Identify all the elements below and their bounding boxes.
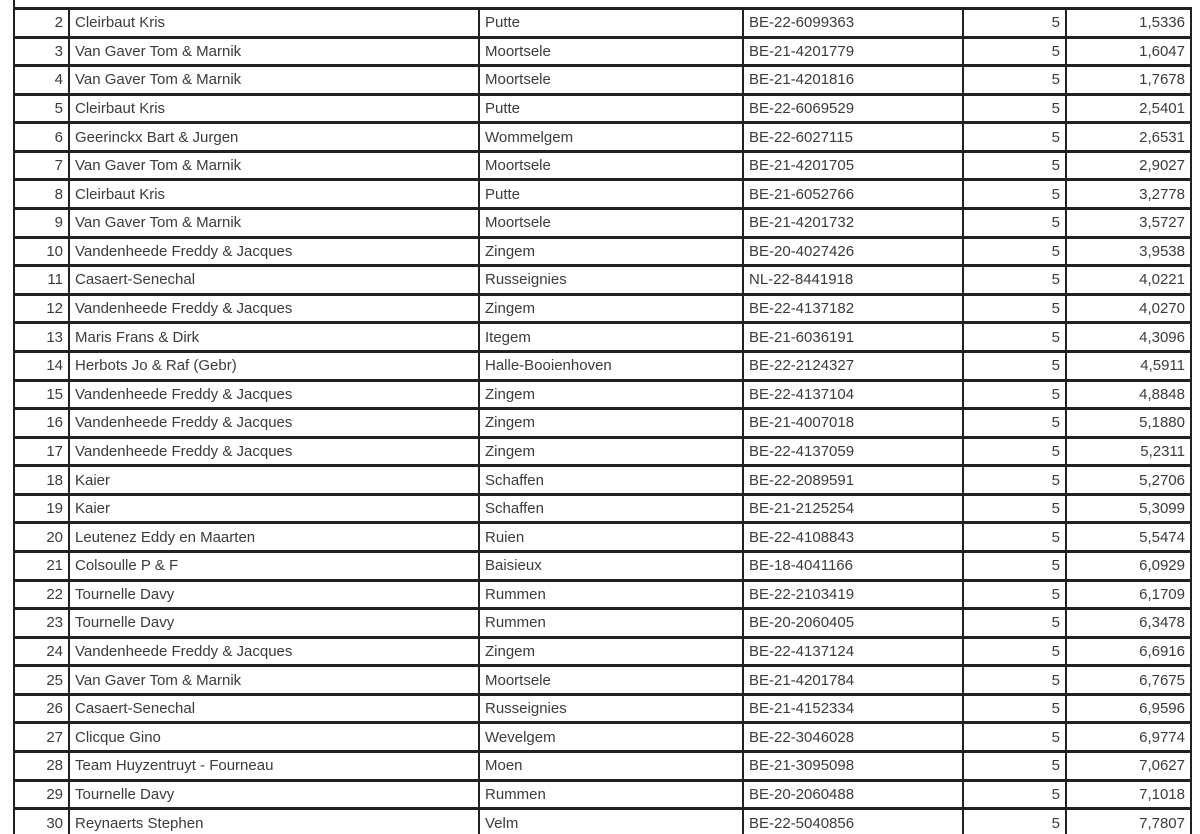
cell-ring_number: BE-22-2089591 <box>743 466 963 495</box>
cell-fancier: Vandenheede Freddy & Jacques <box>69 409 479 438</box>
cell-fancier: Vandenheede Freddy & Jacques <box>69 437 479 466</box>
cell-fancier: Casaert-Senechal <box>69 694 479 723</box>
cell-fancier: Van Gaver Tom & Marnik <box>69 209 479 238</box>
cell-rank: 8 <box>14 180 69 209</box>
cell-prizes: 5 <box>963 523 1066 552</box>
cell-prizes: 5 <box>963 351 1066 380</box>
cell-location: Wommelgem <box>479 123 743 152</box>
cell-prizes: 5 <box>963 9 1066 38</box>
cell-prizes: 5 <box>963 437 1066 466</box>
cell-location: Moortsele <box>479 66 743 95</box>
cell-ring_number: BE-21-4201784 <box>743 666 963 695</box>
table-row <box>14 237 1191 266</box>
cell-coefficient: 2,9027 <box>1066 151 1191 180</box>
cell-prizes: 5 <box>963 380 1066 409</box>
cell-coefficient: 6,6916 <box>1066 637 1191 666</box>
cell-ring_number: BE-21-4201779 <box>743 37 963 66</box>
table-row <box>14 523 1191 552</box>
table-row <box>14 94 1191 123</box>
cell-ring_number: BE-20-4027426 <box>743 237 963 266</box>
cell-location: Zingem <box>479 237 743 266</box>
cell-prizes: 5 <box>963 637 1066 666</box>
table-row <box>14 351 1191 380</box>
cell-coefficient: 6,9596 <box>1066 694 1191 723</box>
table-row <box>14 551 1191 580</box>
results-table-body <box>14 9 1191 834</box>
table-row <box>14 666 1191 695</box>
cell-coefficient: 7,7807 <box>1066 809 1191 834</box>
cell-location: Schaffen <box>479 494 743 523</box>
cell-location: Putte <box>479 9 743 38</box>
cell-rank: 16 <box>14 409 69 438</box>
cell-coefficient: 5,2311 <box>1066 437 1191 466</box>
cell-location: Moortsele <box>479 37 743 66</box>
cell-rank: 26 <box>14 694 69 723</box>
cell-coefficient: 2,6531 <box>1066 123 1191 152</box>
cell-fancier: Tournelle Davy <box>69 609 479 638</box>
cell-rank: 27 <box>14 723 69 752</box>
cell-rank: 2 <box>14 9 69 38</box>
cell-fancier: Kaier <box>69 466 479 495</box>
cell-coefficient: 4,5911 <box>1066 351 1191 380</box>
cell-fancier: Kaier <box>69 494 479 523</box>
cell-location: Rummen <box>479 780 743 809</box>
cell-prizes: 5 <box>963 580 1066 609</box>
cell-ring_number: BE-22-5040856 <box>743 809 963 834</box>
cell-rank: 10 <box>14 237 69 266</box>
table-row <box>14 151 1191 180</box>
cell-rank: 9 <box>14 209 69 238</box>
cell-ring_number: BE-21-4201705 <box>743 151 963 180</box>
cell-location: Wevelgem <box>479 723 743 752</box>
cell-coefficient: 2,5401 <box>1066 94 1191 123</box>
table-row <box>14 9 1191 38</box>
cell-rank: 20 <box>14 523 69 552</box>
table-row <box>14 637 1191 666</box>
cell-fancier: Colsoulle P & F <box>69 551 479 580</box>
cell-ring_number: BE-22-4137059 <box>743 437 963 466</box>
cell-prizes: 5 <box>963 180 1066 209</box>
cell-coefficient: 1,6047 <box>1066 37 1191 66</box>
cell-ring_number: BE-22-4137182 <box>743 294 963 323</box>
cell-ring_number: NL-22-8441918 <box>743 266 963 295</box>
cell-prizes: 5 <box>963 323 1066 352</box>
cell-coefficient: 5,3099 <box>1066 494 1191 523</box>
cell-fancier: Van Gaver Tom & Marnik <box>69 666 479 695</box>
cell-rank: 3 <box>14 37 69 66</box>
cell-location: Rummen <box>479 580 743 609</box>
cell-prizes: 5 <box>963 123 1066 152</box>
cell-rank: 28 <box>14 752 69 781</box>
cell-coefficient: 6,9774 <box>1066 723 1191 752</box>
cell-prizes: 5 <box>963 237 1066 266</box>
cell-location: Moortsele <box>479 151 743 180</box>
cell-coefficient: 5,1880 <box>1066 409 1191 438</box>
cell-rank: 22 <box>14 580 69 609</box>
cell-fancier: Herbots Jo & Raf (Gebr) <box>69 351 479 380</box>
cell-location: Moortsele <box>479 666 743 695</box>
cell-coefficient: 6,1709 <box>1066 580 1191 609</box>
cell-ring_number: BE-21-4201816 <box>743 66 963 95</box>
cell-ring_number: BE-20-2060488 <box>743 780 963 809</box>
table-row <box>14 209 1191 238</box>
cell-ring_number: BE-22-4137124 <box>743 637 963 666</box>
cell-location: Putte <box>479 180 743 209</box>
cell-fancier: Maris Frans & Dirk <box>69 323 479 352</box>
cell-ring_number: BE-21-4201732 <box>743 209 963 238</box>
cell-location: Moen <box>479 752 743 781</box>
cell-location: Russeignies <box>479 694 743 723</box>
cell-prizes: 5 <box>963 494 1066 523</box>
cell-fancier: Clicque Gino <box>69 723 479 752</box>
cell-fancier: Team Huyzentruyt - Fourneau <box>69 752 479 781</box>
results-table <box>13 7 1192 834</box>
cell-coefficient: 3,2778 <box>1066 180 1191 209</box>
cell-prizes: 5 <box>963 209 1066 238</box>
cell-location: Russeignies <box>479 266 743 295</box>
cell-ring_number: BE-22-6069529 <box>743 94 963 123</box>
table-row <box>14 294 1191 323</box>
cell-coefficient: 7,0627 <box>1066 752 1191 781</box>
table-row <box>14 380 1191 409</box>
cell-fancier: Cleirbaut Kris <box>69 94 479 123</box>
cell-prizes: 5 <box>963 723 1066 752</box>
cell-rank: 25 <box>14 666 69 695</box>
cell-coefficient: 6,0929 <box>1066 551 1191 580</box>
cell-location: Halle-Booienhoven <box>479 351 743 380</box>
cell-fancier: Tournelle Davy <box>69 780 479 809</box>
cell-rank: 17 <box>14 437 69 466</box>
cell-location: Itegem <box>479 323 743 352</box>
table-row <box>14 266 1191 295</box>
cell-coefficient: 6,7675 <box>1066 666 1191 695</box>
cell-ring_number: BE-22-2124327 <box>743 351 963 380</box>
cell-fancier: Tournelle Davy <box>69 580 479 609</box>
cell-rank: 21 <box>14 551 69 580</box>
cell-coefficient: 1,7678 <box>1066 66 1191 95</box>
table-row <box>14 323 1191 352</box>
cell-fancier: Vandenheede Freddy & Jacques <box>69 294 479 323</box>
table-row <box>14 494 1191 523</box>
cell-ring_number: BE-18-4041166 <box>743 551 963 580</box>
cell-rank: 29 <box>14 780 69 809</box>
cell-ring_number: BE-22-4108843 <box>743 523 963 552</box>
cell-prizes: 5 <box>963 37 1066 66</box>
cell-prizes: 5 <box>963 151 1066 180</box>
cell-location: Zingem <box>479 437 743 466</box>
table-row <box>14 694 1191 723</box>
cell-prizes: 5 <box>963 666 1066 695</box>
cell-rank: 23 <box>14 609 69 638</box>
cell-ring_number: BE-22-4137104 <box>743 380 963 409</box>
cell-location: Velm <box>479 809 743 834</box>
table-row <box>14 409 1191 438</box>
cell-prizes: 5 <box>963 409 1066 438</box>
cell-ring_number: BE-20-2060405 <box>743 609 963 638</box>
cell-rank: 6 <box>14 123 69 152</box>
cell-coefficient: 3,9538 <box>1066 237 1191 266</box>
cell-rank: 4 <box>14 66 69 95</box>
cell-rank: 14 <box>14 351 69 380</box>
cell-prizes: 5 <box>963 752 1066 781</box>
cell-coefficient: 5,2706 <box>1066 466 1191 495</box>
cell-location: Zingem <box>479 637 743 666</box>
cell-ring_number: BE-22-6027115 <box>743 123 963 152</box>
cell-prizes: 5 <box>963 466 1066 495</box>
table-row <box>14 752 1191 781</box>
cell-prizes: 5 <box>963 694 1066 723</box>
cell-location: Zingem <box>479 294 743 323</box>
cell-ring_number: BE-21-3095098 <box>743 752 963 781</box>
table-row <box>14 66 1191 95</box>
cell-fancier: Van Gaver Tom & Marnik <box>69 37 479 66</box>
cell-fancier: Geerinckx Bart & Jurgen <box>69 123 479 152</box>
cell-fancier: Cleirbaut Kris <box>69 180 479 209</box>
cell-coefficient: 5,5474 <box>1066 523 1191 552</box>
cell-fancier: Vandenheede Freddy & Jacques <box>69 637 479 666</box>
cell-rank: 19 <box>14 494 69 523</box>
cell-coefficient: 4,8848 <box>1066 380 1191 409</box>
cell-prizes: 5 <box>963 609 1066 638</box>
cell-prizes: 5 <box>963 551 1066 580</box>
cell-fancier: Van Gaver Tom & Marnik <box>69 66 479 95</box>
cell-fancier: Van Gaver Tom & Marnik <box>69 151 479 180</box>
table-row <box>14 809 1191 834</box>
cell-ring_number: BE-22-3046028 <box>743 723 963 752</box>
cell-coefficient: 3,5727 <box>1066 209 1191 238</box>
cell-ring_number: BE-21-4007018 <box>743 409 963 438</box>
table-row <box>14 466 1191 495</box>
cell-prizes: 5 <box>963 780 1066 809</box>
cell-prizes: 5 <box>963 94 1066 123</box>
table-row <box>14 180 1191 209</box>
cell-rank: 15 <box>14 380 69 409</box>
cell-coefficient: 1,5336 <box>1066 9 1191 38</box>
cell-location: Zingem <box>479 409 743 438</box>
cell-location: Ruien <box>479 523 743 552</box>
cell-coefficient: 4,0221 <box>1066 266 1191 295</box>
cell-ring_number: BE-22-2103419 <box>743 580 963 609</box>
cell-prizes: 5 <box>963 266 1066 295</box>
cell-rank: 30 <box>14 809 69 834</box>
cell-ring_number: BE-22-6099363 <box>743 9 963 38</box>
cell-location: Rummen <box>479 609 743 638</box>
cell-ring_number: BE-21-6052766 <box>743 180 963 209</box>
cell-fancier: Vandenheede Freddy & Jacques <box>69 380 479 409</box>
cell-rank: 24 <box>14 637 69 666</box>
cell-location: Schaffen <box>479 466 743 495</box>
cell-prizes: 5 <box>963 809 1066 834</box>
cell-location: Moortsele <box>479 209 743 238</box>
cell-coefficient: 6,3478 <box>1066 609 1191 638</box>
cell-fancier: Reynaerts Stephen <box>69 809 479 834</box>
cell-ring_number: BE-21-2125254 <box>743 494 963 523</box>
cell-rank: 12 <box>14 294 69 323</box>
cell-location: Putte <box>479 94 743 123</box>
table-row <box>14 580 1191 609</box>
cell-coefficient: 4,3096 <box>1066 323 1191 352</box>
cell-fancier: Vandenheede Freddy & Jacques <box>69 237 479 266</box>
cell-fancier: Casaert-Senechal <box>69 266 479 295</box>
table-row <box>14 723 1191 752</box>
cell-rank: 13 <box>14 323 69 352</box>
table-row <box>14 123 1191 152</box>
cell-prizes: 5 <box>963 294 1066 323</box>
cell-coefficient: 4,0270 <box>1066 294 1191 323</box>
cell-location: Baisieux <box>479 551 743 580</box>
cell-ring_number: BE-21-6036191 <box>743 323 963 352</box>
cell-ring_number: BE-21-4152334 <box>743 694 963 723</box>
table-row <box>14 37 1191 66</box>
cell-rank: 18 <box>14 466 69 495</box>
cell-fancier: Leutenez Eddy en Maarten <box>69 523 479 552</box>
cell-fancier: Cleirbaut Kris <box>69 9 479 38</box>
table-row <box>14 437 1191 466</box>
table-row <box>14 780 1191 809</box>
cell-coefficient: 7,1018 <box>1066 780 1191 809</box>
cell-rank: 5 <box>14 94 69 123</box>
cell-rank: 11 <box>14 266 69 295</box>
cell-rank: 7 <box>14 151 69 180</box>
table-row <box>14 609 1191 638</box>
cell-prizes: 5 <box>963 66 1066 95</box>
cell-location: Zingem <box>479 380 743 409</box>
